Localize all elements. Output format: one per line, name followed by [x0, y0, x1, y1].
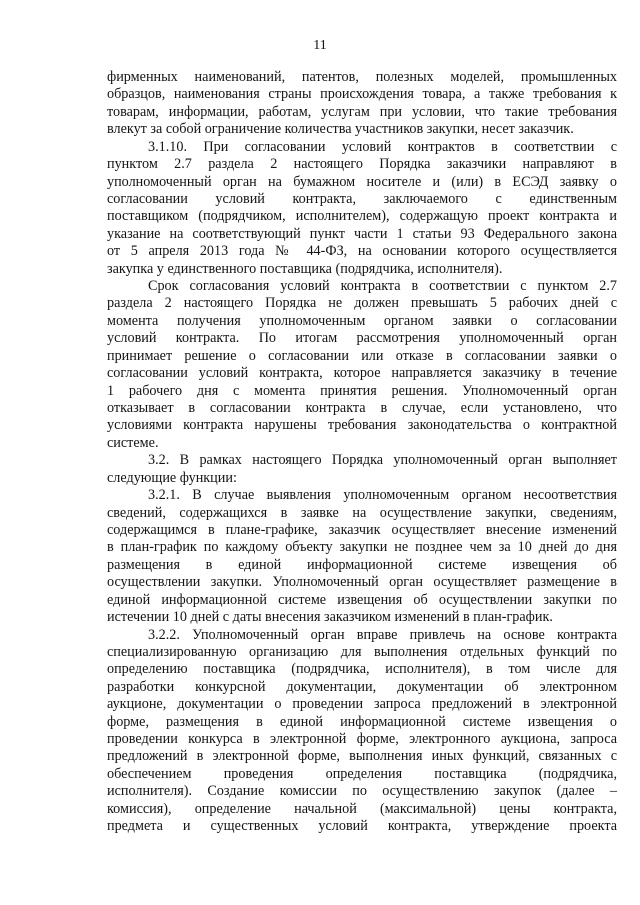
text-line: системе.: [107, 434, 159, 451]
text-line: момента получения уполномоченным органом заявки о согласовании: [107, 312, 617, 329]
text-line: товарам, информации, работам, услугам при условии, что такие требования: [107, 103, 617, 120]
text-line: раздела 2 настоящего Порядка не должен превышать 5 рабочих дней с: [107, 295, 617, 312]
paragraph-3-2-1-start: 3.2.1. В случае выявления уполномоченным органом несоответствия: [148, 487, 617, 504]
text-line: содержащимся в плане-графике, заказчик осуществляет внесение изменений: [107, 521, 617, 538]
paragraph-3-1-10-start: 3.1.10. При согласовании условий контрактов в соответствии с: [148, 138, 617, 155]
text-line: влекут за собой ограничение количества участников закупки, несет заказчик.: [107, 121, 574, 138]
text-line: отказывает в согласовании контракта в случае, если установлено, что: [107, 400, 617, 417]
text-line: условий контракта. По итогам рассмотрения уполномоченный орган: [107, 330, 617, 347]
text-line: разработки конкурсной документации, документации об электронном: [107, 678, 617, 695]
text-line: от 5 апреля 2013 года № 44-ФЗ, на основании которого осуществляется: [107, 243, 617, 260]
text-line: закупка у единственного поставщика (подрядчика, исполнителя).: [107, 260, 503, 277]
text-line: в план-график по каждому объекту закупки не позднее чем за 10 дней до дня: [107, 539, 617, 556]
text-line: определению поставщика (подрядчика, исполнителя), в том числе для: [107, 661, 617, 678]
text-line: истечении 10 дней с даты внесения заказчиком изменений в план-график.: [107, 609, 553, 626]
text-line: поставщиком (подрядчиком, исполнителем), содержащую проект контракта и: [107, 208, 617, 225]
text-line: указание на соответствующий пункт части 1 статьи 93 Федерального закона: [107, 225, 617, 242]
text-line: проведении конкурса в электронной форме, электронного аукциона, запроса: [107, 731, 617, 748]
text-line: аукционе, документации о проведении запроса предложений в электронной: [107, 696, 617, 713]
paragraph-3-2-start: 3.2. В рамках настоящего Порядка уполномоченный орган выполняет: [148, 452, 617, 469]
text-line: исполнителя). Создание комиссии по осуществлению закупок (далее –: [107, 783, 617, 800]
text-line: размещения в единой информационной системе извещения об: [107, 556, 617, 573]
text-line: 1 рабочего дня с момента принятия решения. Уполномоченный орган: [107, 382, 617, 399]
body-text: [107, 69, 617, 836]
text-line: единой информационной системе извещения об осуществлении закупки по: [107, 591, 617, 608]
text-line: сведений, содержащихся в заявке на осуществление закупки, сведениям,: [107, 504, 617, 521]
text-line: фирменных наименований, патентов, полезных моделей, промышленных: [107, 69, 617, 85]
page-number: 11: [313, 38, 327, 53]
text-line: согласовании условий контракта, которое направляется заказчику в течение: [107, 365, 617, 382]
text-line: предложений в электронной форме, выполнения иных функций, связанных с: [107, 748, 617, 765]
text-line: следующие функции:: [107, 469, 237, 486]
text-line: принимает решение о согласовании или отказе в согласовании заявки о: [107, 347, 617, 364]
paragraph-3-2-2-start: 3.2.2. Уполномоченный орган вправе привлечь на основе контракта: [148, 626, 617, 643]
text-line: обеспечением проведения определения поставщика (подрядчика,: [107, 765, 617, 782]
text-line: форме, размещения в единой информационной системе извещения о: [107, 713, 617, 730]
paragraph-approval-term-start: Срок согласования условий контракта в соответствии с пунктом 2.7: [148, 278, 617, 295]
text-line: осуществлении закупки. Уполномоченный орган осуществляет размещение в: [107, 574, 617, 591]
text-line: образцов, наименования страны происхождения товара, а также требования к: [107, 86, 617, 103]
text-line: комиссия), определение начальной (максимальной) цены контракта,: [107, 800, 617, 817]
text-line: условиями контракта нарушены требования законодательства о контрактной: [107, 417, 617, 434]
text-line: предмета и существенных условий контракта, утверждение проекта: [107, 818, 617, 835]
text-line: уполномоченный орган на бумажном носителе и (или) в ЕСЭД заявку о: [107, 173, 617, 190]
text-line: согласовании условий контракта, заключаемого с единственным: [107, 190, 617, 207]
text-line: пунктом 2.7 раздела 2 настоящего Порядка заказчики направляют в: [107, 156, 617, 173]
text-line: специализированную организацию для выполнения отдельных функций по: [107, 643, 617, 660]
